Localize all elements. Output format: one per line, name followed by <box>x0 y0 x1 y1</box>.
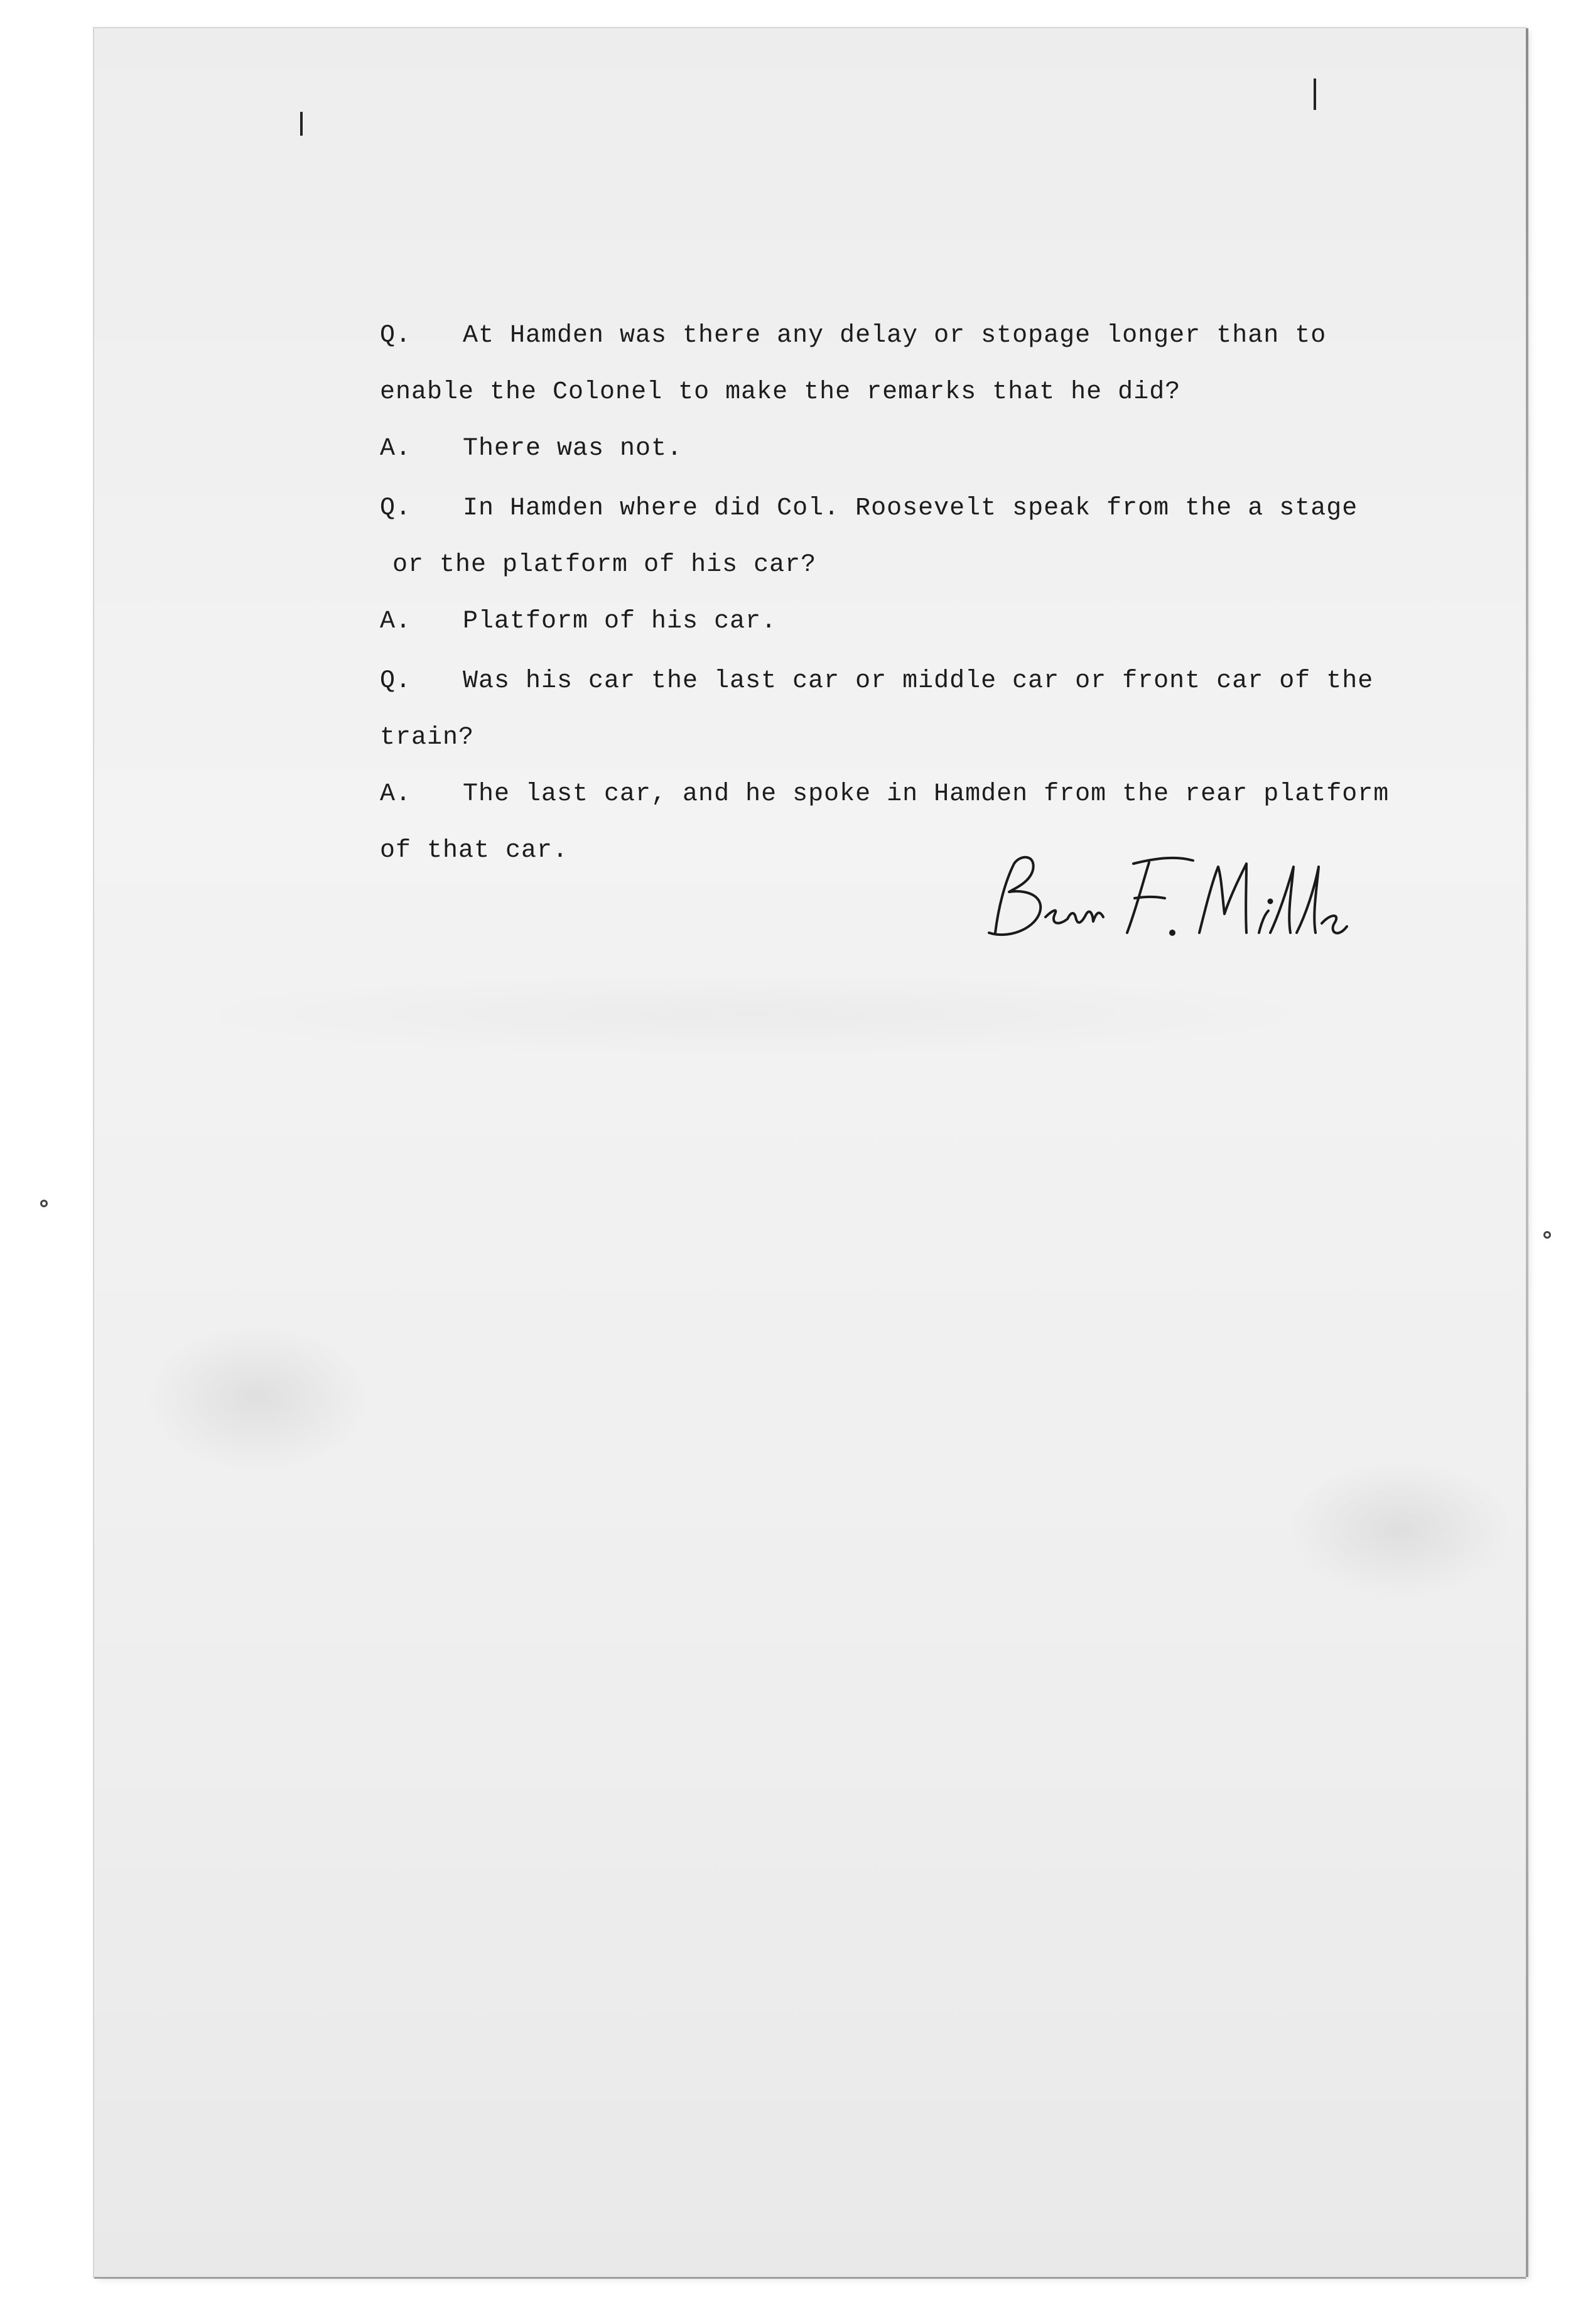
page-edge-right <box>1526 28 1528 2277</box>
page-smudge <box>1287 1460 1513 1599</box>
line-text: Was his car the last car or middle car or front car of the <box>463 667 1374 695</box>
punch-hole-left <box>40 1200 48 1207</box>
line-text: In Hamden where did Col. Roosevelt speak from the a stage <box>463 494 1358 523</box>
transcript-line <box>380 606 777 638</box>
transcript-line <box>380 493 1358 524</box>
document-page <box>94 28 1526 2277</box>
margin-mark-left <box>300 112 303 136</box>
line-label: Q. <box>380 667 412 695</box>
transcript-line <box>380 550 816 581</box>
line-label: A. <box>380 780 412 808</box>
transcript-line <box>380 377 1180 408</box>
line-text: enable the Colonel to make the remarks that he did? <box>380 378 1181 406</box>
line-text: At Hamden was there any delay or stopage longer than to <box>463 322 1327 350</box>
transcript-line <box>380 433 683 465</box>
page-smudge <box>157 970 1350 1058</box>
handwritten-signature <box>970 839 1397 964</box>
margin-mark-right <box>1314 79 1316 110</box>
transcript-line <box>380 779 1389 810</box>
page-smudge <box>144 1322 370 1473</box>
line-text: The last car, and he spoke in Hamden from the rear platform <box>463 780 1390 808</box>
transcript-line <box>380 835 568 867</box>
transcript-line <box>380 320 1326 352</box>
line-label: A. <box>380 435 412 463</box>
line-label: Q. <box>380 322 412 350</box>
transcript-line <box>380 722 474 754</box>
line-label: A. <box>380 607 412 636</box>
page-edge-bottom <box>94 2277 1526 2279</box>
transcript-line <box>380 666 1373 697</box>
line-label: Q. <box>380 494 412 523</box>
punch-hole-right <box>1543 1231 1551 1239</box>
line-text: of that car. <box>380 837 569 865</box>
line-text: or the platform of his car? <box>392 551 817 579</box>
line-text: train? <box>380 724 475 752</box>
line-text: There was not. <box>463 435 683 463</box>
line-text: Platform of his car. <box>463 607 777 636</box>
